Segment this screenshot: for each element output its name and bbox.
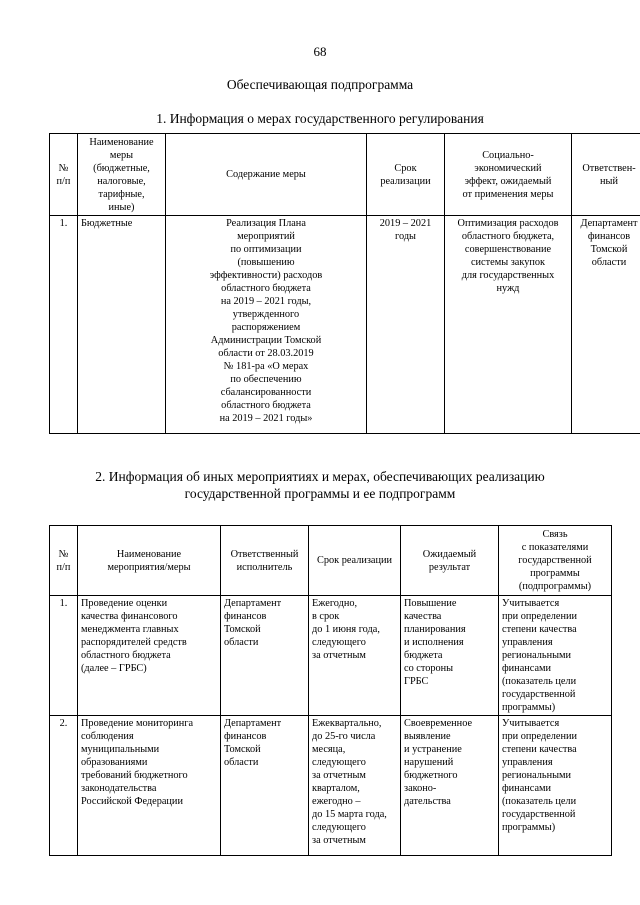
header-responsible: Ответствен- ный: [572, 134, 640, 216]
header-number: № п/п: [50, 526, 78, 596]
header-measure-content: Содержание меры: [166, 134, 367, 216]
cell-responsible: Департамент финансов Томской области: [572, 216, 640, 434]
cell-executor: Департамент финансов Томской области: [221, 716, 309, 856]
cell-number: 1.: [50, 596, 78, 716]
cell-effect: Оптимизация расходов областного бюджета, совершенствование системы закупок для государственных нужд: [445, 216, 572, 434]
header-effect: Социально- экономический эффект, ожидаемый от применения меры: [445, 134, 572, 216]
cell-indicator-link: Учитывается при определении степени качества управления региональными финансами (показатель цели государственной программы): [499, 596, 612, 716]
cell-result: Повышение качества планирования и исполнения бюджета со стороны ГРБС: [401, 596, 499, 716]
table-header-row: [50, 526, 612, 596]
table-row: [50, 216, 640, 434]
subprogram-title: Обеспечивающая подпрограмма: [226, 77, 414, 92]
cell-number: 2.: [50, 716, 78, 856]
cell-term: 2019 – 2021 годы: [367, 216, 445, 434]
section2-title: 2. Информация об иных мероприятиях и мерах, обеспечивающих реализацию государственной программы и ее подпрограмм: [95, 469, 545, 501]
cell-term: Ежегодно, в срок до 1 июня года, следующего за отчетным: [309, 596, 401, 716]
header-executor: Ответственный исполнитель: [221, 526, 309, 596]
table-row: [50, 716, 612, 856]
cell-number: 1.: [50, 216, 78, 434]
cell-term: Ежеквартально, до 25-го числа месяца, следующего за отчетным кварталом, ежегодно – до 15 марта года, следующего за отчетным: [309, 716, 401, 856]
cell-executor: Департамент финансов Томской области: [221, 596, 309, 716]
table-row: [50, 596, 612, 716]
header-activity-name: Наименование мероприятия/меры: [78, 526, 221, 596]
activities-table: [49, 525, 612, 856]
measures-table: [49, 133, 640, 434]
header-indicator-link: Связь с показателями государственной программы (подпрограммы): [499, 526, 612, 596]
cell-result: Своевременное выявление и устранение нарушений бюджетного законо- дательства: [401, 716, 499, 856]
cell-activity-name: Проведение мониторинга соблюдения муниципальными образованиями требований бюджетного законодательства Российской Федерации: [78, 716, 221, 856]
header-number: № п/п: [50, 134, 78, 216]
page-number: 68: [313, 44, 327, 59]
cell-measure-name: Бюджетные: [78, 216, 166, 434]
header-term: Срок реализации: [309, 526, 401, 596]
table-header-row: [50, 134, 640, 216]
header-result: Ожидаемый результат: [401, 526, 499, 596]
header-term: Срок реализации: [367, 134, 445, 216]
section1-title: 1. Информация о мерах государственного регулирования: [156, 111, 484, 126]
cell-indicator-link: Учитывается при определении степени качества управления региональными финансами (показатель цели государственной программы): [499, 716, 612, 856]
cell-activity-name: Проведение оценки качества финансового менеджмента главных распорядителей средств областного бюджета (далее – ГРБС): [78, 596, 221, 716]
cell-measure-content: Реализация Плана мероприятий по оптимизации (повышению эффективности) расходов областного бюджета на 2019 – 2021 годы, утвержденного распоряжением Администрации Томской области от 28.03.2019 № 181-ра «О мерах по обеспечению сбалансированности областного бюджета на 2019 – 2021 годы»: [166, 216, 367, 434]
header-measure-name: Наименование меры (бюджетные, налоговые, тарифные, иные): [78, 134, 166, 216]
